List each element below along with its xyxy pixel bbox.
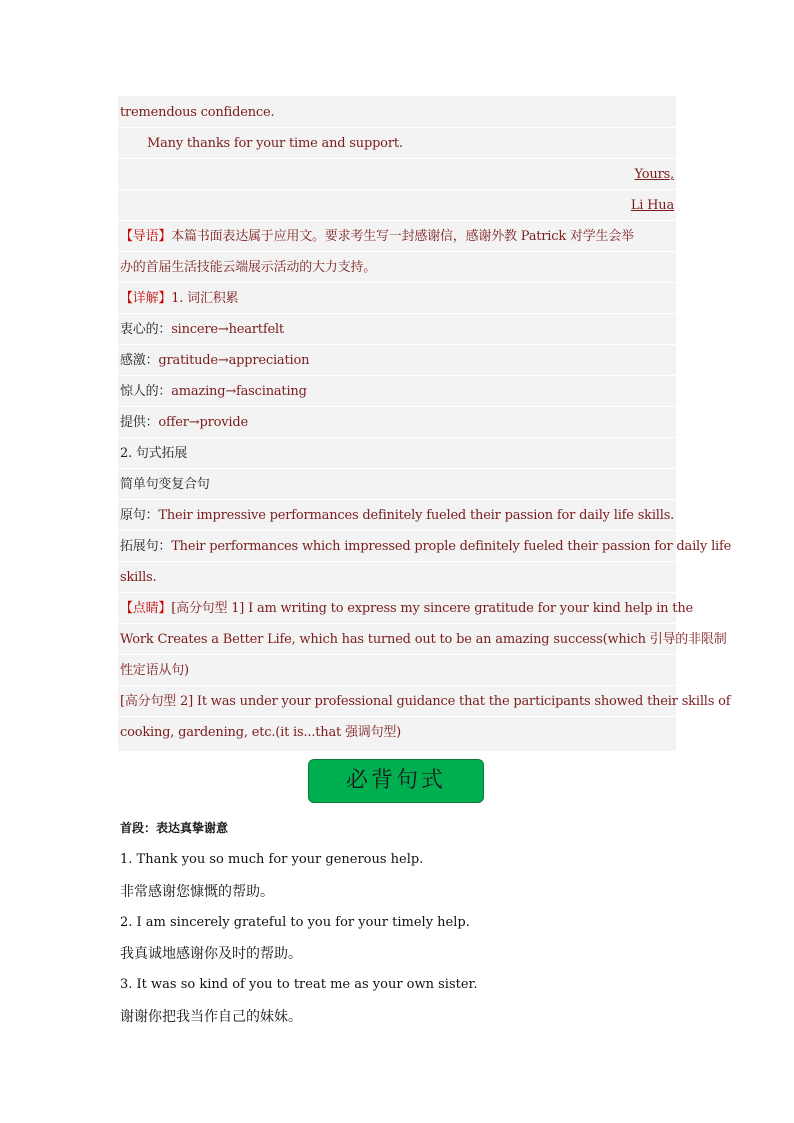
signature-text: Li Hua — [630, 198, 674, 213]
expanded-sentence-cont: skills. — [120, 570, 157, 585]
vocab-item — [120, 407, 674, 438]
detail-text: 1. 词汇积累 — [171, 291, 239, 306]
detail-label: 【详解】 — [120, 291, 172, 306]
vocab-zh: 感激： — [120, 353, 159, 368]
intro-line-2: 办的首届生活技能云端展示活动的大力支持。 — [120, 260, 377, 275]
vocab-item — [120, 376, 674, 407]
vocab-en: offer→provide — [158, 415, 248, 430]
vocab-zh: 提供： — [120, 415, 159, 430]
letter-line: tremendous confidence. — [120, 105, 275, 120]
intro-line — [120, 221, 674, 252]
pattern-line-2: cooking, gardening, etc.(it is...that 强调句型) — [120, 725, 402, 740]
highlight-line-2: Work Creates a Better Life, which has turned out to be an amazing success(which 引导的非限制 — [120, 632, 727, 647]
highlight-text: [高分句型 1] I am writing to express my sincere gratitude for your kind help in the — [171, 601, 693, 616]
expanded-label: 拓展句： — [120, 539, 172, 554]
sentence-en: 3. It was so kind of you to treat me as your own sister. — [120, 977, 478, 992]
section-banner: 必背句式 — [308, 759, 484, 803]
sentence-en: 1. Thank you so much for your generous help. — [120, 852, 424, 867]
vocab-zh: 衷心的： — [120, 322, 172, 337]
expanded-text: Their performances which impressed prople definitely fueled their passion for daily life — [171, 539, 732, 554]
vocab-item — [120, 345, 674, 376]
sentence-cn: 谢谢你把我当作自己的妹妹。 — [120, 1009, 302, 1025]
sentence-cn: 非常感谢您慷慨的帮助。 — [120, 884, 274, 900]
highlight-line — [120, 593, 693, 624]
original-label: 原句： — [120, 508, 159, 523]
highlight-label: 【点睛】 — [120, 601, 172, 616]
letter-closing-line: Many thanks for your time and support. — [147, 136, 403, 151]
highlight-line-3: 性定语从句) — [120, 663, 189, 678]
vocab-en: sincere→heartfelt — [171, 322, 284, 337]
signoff-text: Yours, — [634, 167, 674, 182]
vocab-en: amazing→fascinating — [171, 384, 307, 399]
detail-line — [120, 283, 674, 314]
vocab-item — [120, 314, 674, 345]
expanded-sentence — [120, 531, 732, 562]
letter-signature — [120, 190, 674, 221]
original-text: Their impressive performances definitely fueled their passion for daily life skills. — [158, 508, 675, 523]
letter-signoff — [120, 159, 674, 190]
sentence-subheading: 简单句变复合句 — [120, 477, 210, 492]
sentence-en: 2. I am sincerely grateful to you for your timely help. — [120, 915, 470, 930]
sentence-cn: 我真诚地感谢你及时的帮助。 — [120, 946, 302, 962]
intro-label: 【导语】 — [120, 229, 172, 244]
sentence-heading: 2. 句式拓展 — [120, 446, 188, 461]
intro-text: 本篇书面表达属于应用文。要求考生写一封感谢信，感谢外教 Patrick 对学生会举 — [171, 229, 634, 244]
section-heading: 首段：表达真挚谢意 — [120, 821, 229, 835]
original-sentence — [120, 500, 674, 531]
vocab-en: gratitude→appreciation — [158, 353, 310, 368]
pattern-line: [高分句型 2] It was under your professional guidance that the participants showed their skills of — [120, 694, 731, 709]
vocab-zh: 惊人的： — [120, 384, 172, 399]
